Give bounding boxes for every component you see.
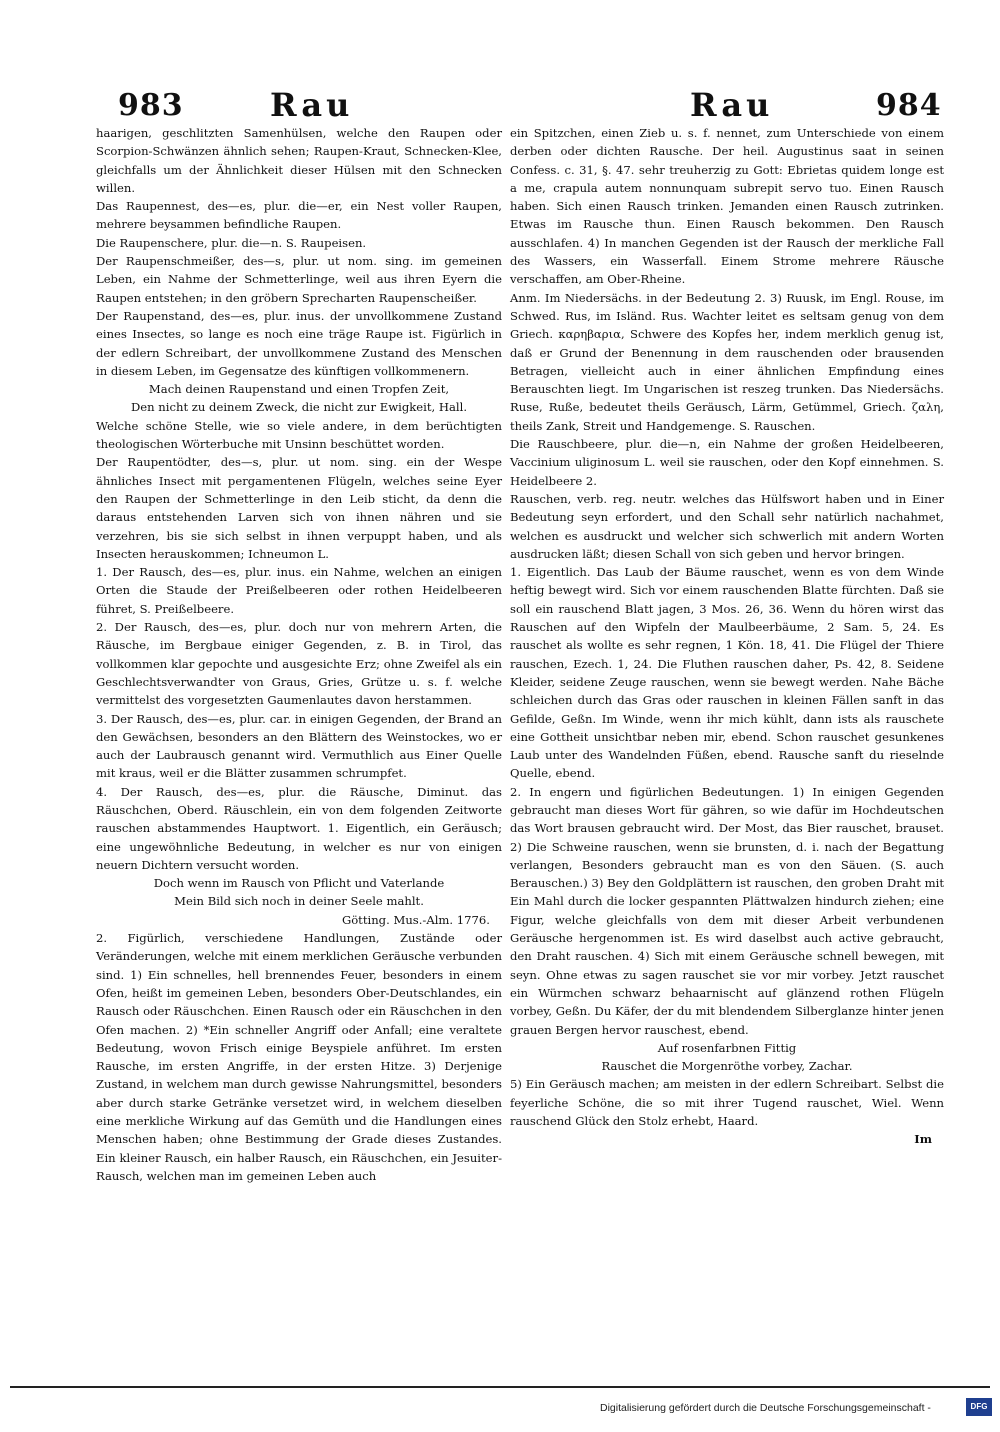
dictionary-entry: Der Raupenstand, des—es, plur. inus. der unvollkommene Zustand eines Insectes, so lange es noch eine träge Raupe ist. Figürlich in der edlern Schreibart, der unvollkommene Zustand des Menschen in diesem Leben, im Gegensatze des künftigen vollkommenern.: [96, 308, 502, 378]
right-page-number: 984: [876, 88, 942, 123]
paragraph: 5) Ein Geräusch machen; am meisten in der edlern Schreibart. Selbst die feyerliche Schöne, die so mit ihrer Tugend rauschet, Wiel. Wenn rauschend Glück den Stolz erhebt, Haard.: [510, 1077, 944, 1129]
column-gutter: [506, 124, 507, 1214]
right-column: [510, 124, 944, 1149]
verse-line: Mein Bild sich noch in deiner Seele mahlt.: [174, 894, 424, 909]
dictionary-entry: Der Raupenschmeißer, des—s, plur. ut nom. sing. im gemeinen Leben, ein Nahme der Schmetterlinge, weil aus ihren Eyern die Raupen entstehen; in den gröbern Sprecharten Raupenscheißer.: [96, 254, 502, 305]
verse-line: Den nicht zu deinem Zweck, die nicht zur Ewigkeit, Hall.: [131, 400, 467, 415]
paragraph: Welche schöne Stelle, wie so viele andere, in dem berüchtigten theologischen Wörterbuche mit Unsinn beschüttet worden.: [96, 418, 502, 452]
citation: Götting. Mus.-Alm. 1776.: [341, 912, 490, 927]
dictionary-entry: Rauschen, verb. reg. neutr. welches das Hülfswort haben und in Einer Bedeutung seyn erfordert, und den Schall sehr natürlich nachahmet, welchen es ausdruckt und welcher sich schwerlich mit andern Worten ausdrucken läßt; diesen Schall von sich geben und hervor bringen.: [510, 491, 944, 561]
dictionary-entry: 2. Der Rausch, des—es, plur. doch nur von mehrern Arten, die Räusche, im Bergbaue einiger Gegenden, z. B. in Tirol, das vollkommen klar gepochte und ausgesichte Erz; ohne Zweifel als ein Geschlechtsverwandter von Graus, Gries, Grütze u. s. f. welche vermittelst des vorgesetzten Gaumenlautes davon herstammen.: [96, 620, 502, 708]
dfg-logo: DFG: [966, 1398, 992, 1416]
right-running-head: Rau: [690, 86, 774, 124]
paragraph: 2. In engern und figürlichen Bedeutungen. 1) In einigen Gegenden gebraucht man dieses Wort für gähren, so wie dafür im Hochdeutschen das Wort brausen gebraucht wird. Der Most, das Bier rauschet, brauset. 2) Die Schweine rauschen, wenn sie brunsten, d. i. nach der Begattung verlangen, Besonders gebraucht man es von den Säuen. (S. auch Berauschen.) 3) Bey den Goldplättern ist rauschen, den groben Draht mit Ein Mahl durch die locker gespannten Plättwalzen hindurch ziehen; eine Figur, welche gleichfalls von dem mit dieser Arbeit verbundenen Geräusche hergenommen ist. Es wird daselbst auch active gebraucht, den Draht rauschen. 4) Sich mit einem Geräusche schnell bewegen, mit seyn. Ohne etwas zu sagen rauschet sie vor mir vorbey. Jetzt rauschet ein Würmchen schwarz behaarnischt auf glänzend rothen Flügeln vorbey, Geßn. Du Käfer, der du mit blendendem Silberglanze hinter jenen grauen Bergen hervor rauschest, ebend.: [510, 784, 944, 1037]
footer-rule: [10, 1386, 990, 1388]
paragraph: ein Spitzchen, einen Zieb u. s. f. nennet, zum Unterschiede von einem derben oder dichten Rausche. Der heil. Augustinus saat in seinen Confess. c. 31, §. 47. sehr treuherzig zu Gott: Ebrietas quidem longe est a me, crapula autem nonnunquam subrepit servo tuo. Einen Rausch haben. Sich einen Rausch trinken. Jemanden einen Rausch zutrinken. Etwas im Rausche thun. Einen Rausch bekommen. Den Rausch ausschlafen. 4) In manchen Gegenden ist der Rausch der merkliche Fall des Wassers, ein Wasserfall. Einem Strome mehrere Räusche verschaffen, am Ober-Rheine.: [510, 126, 944, 287]
left-running-head: Rau: [270, 86, 354, 124]
dictionary-entry: 3. Der Rausch, des—es, plur. car. in einigen Gegenden, der Brand an den Gewächsen, besonders an den Blättern des Weinstockes, wo er auch der Laubrausch genannt wird. Vermuthlich aus Einer Quelle mit kraus, weil er die Blätter zusammen schrumpfet.: [96, 711, 502, 781]
paragraph: Anm. Im Niedersächs. in der Bedeutung 2. 3) Ruusk, im Engl. Rouse, im Schwed. Rus, im Isländ. Rus. Wachter leitet es seltsam genug von dem Griech. καρηβαρια, Schwere des Kopfes her, indem merklich genug ist, daß er Grund der Benennung in dem rauschenden oder brausenden Betragen, vielleicht auch in einer ähnlichen Empfindung eines Berauschten liegt. Im Ungarischen ist reszeg trunken. Das Niedersächs. Ruse, Ruße, bedeutet theils Geräusch, Lärm, Getümmel, Griech. ζαλη, theils Zank, Streit und Handgemenge. S. Rauschen.: [510, 290, 944, 433]
catchword: Im: [914, 1132, 932, 1147]
verse-line: Auf rosenfarbnen Fittig: [657, 1040, 797, 1055]
paragraph: 1. Eigentlich. Das Laub der Bäume rauschet, wenn es von dem Winde heftig bewegt wird. Sich vor einem rauschenden Blatte fürchten. Daß sie soll ein rauschend Blatt jagen, 3 Mos. 26, 36. Wenn du hören wirst das Rauschen auf den Wipfeln der Maulbeerbäume, 2 Sam. 5, 24. Es rauschet als wollte es sehr regnen, 1 Kön. 18, 41. Die Flügel der Thiere rauschen, Ezech. 1, 24. Die Fluthen rauschen daher, Ps. 42, 8. Seidene Kleider, seidene Zeuge rauschen, wenn sie bewegt werden. Nahe Bäche schleichen durch das Gras oder rauschen in kleinen Fällen sanft in das Gefilde, Geßn. Im Winde, wenn ihr mich kühlt, dann ists als rauschete eine Gottheit unsichtbar neben mir, ebend. Schon rauschet gesunkenes Laub unter des Wandelnden Füßen, ebend. Rausche sanft du rieselnde Quelle, ebend.: [510, 565, 944, 781]
dictionary-entry: Die Raupenschere, plur. die—n. S. Raupeisen.: [96, 235, 367, 250]
dictionary-entry: 1. Der Rausch, des—es, plur. inus. ein Nahme, welchen an einigen Orten die Staude der Preißelbeeren oder rothen Heidelbeeren führet, S. Preißelbeere.: [96, 565, 502, 616]
verse-line: Doch wenn im Rausch von Pflicht und Vaterlande: [153, 876, 445, 891]
left-column: [96, 124, 502, 1185]
dictionary-entry: 4. Der Rausch, des—es, plur. die Räusche, Diminut. das Räuschchen, Oberd. Räuschlein, ein von dem folgenden Zeitworte rauschen abstammendes Hauptwort. 1. Eigentlich, ein Geräusch; eine ungewöhnliche Bedeutung, in welcher es nur von einigen neuern Dichtern versucht worden.: [96, 784, 502, 872]
left-page-number: 983: [118, 88, 184, 123]
dictionary-entry: Das Raupennest, des—es, plur. die—er, ein Nest voller Raupen, mehrere beysammen befindliche Raupen.: [96, 199, 502, 232]
digitization-credit: Digitalisierung gefördert durch die Deutsche Forschungsgemeinschaft -: [600, 1402, 931, 1414]
dictionary-entry: Der Raupentödter, des—s, plur. ut nom. sing. ein der Wespe ähnliches Insect mit pergamentenen Flügeln, welches seine Eyer den Raupen der Schmetterlinge in den Leib sticht, da denn die daraus entstehenden Larven sich von ihnen nähren und sie verzehren, bis sie sich selbst in ihnen verpuppt haben, und als Insecten herauskommen; Ichneumon L.: [96, 455, 502, 561]
dictionary-entry: Die Rauschbeere, plur. die—n, ein Nahme der großen Heidelbeeren, Vaccinium uliginosum L. weil sie rauschen, oder den Kopf einnehmen. S. Heidelbeere 2.: [510, 437, 944, 488]
verse-line: Mach deinen Raupenstand und einen Tropfen Zeit,: [148, 382, 450, 397]
paragraph: haarigen, geschlitzten Samenhülsen, welche den Raupen oder Scorpion-Schwänzen ähnlich sehen; Raupen-Kraut, Schnecken-Klee, gleichfalls um der Ähnlichkeit dieser Hülsen mit den Schnecken willen.: [96, 126, 502, 195]
paragraph: 2. Figürlich, verschiedene Handlungen, Zustände oder Veränderungen, welche mit einem merklichen Geräusche verbunden sind. 1) Ein schnelles, hell brennendes Feuer, besonders in einem Ofen, heißt im gemeinen Leben, besonders Ober-Deutschlandes, ein Rausch oder Räuschchen. Einen Rausch oder ein Räuschchen in den Ofen machen. 2) *Ein schneller Angriff oder Anfall; eine veraltete Bedeutung, wovon Frisch einige Beyspiele anführet. Im ersten Rausche, im ersten Angriffe, in der ersten Hitze. 3) Derjenige Zustand, in welchem man durch gewisse Nahrungsmittel, besonders aber durch starke Getränke versetzet wird, in welchem dieselben eine merkliche Wirkung auf das Gemüth und die Handlungen eines Menschen haben; ohne Bestimmung der Grade dieses Zustandes. Ein kleiner Rausch, ein halber Rausch, ein Räuschchen, ein Jesuiter-Rausch, welchen man im gemeinen Leben auch: [96, 931, 502, 1183]
verse-line: Rauschet die Morgenröthe vorbey, Zachar.: [601, 1059, 853, 1074]
